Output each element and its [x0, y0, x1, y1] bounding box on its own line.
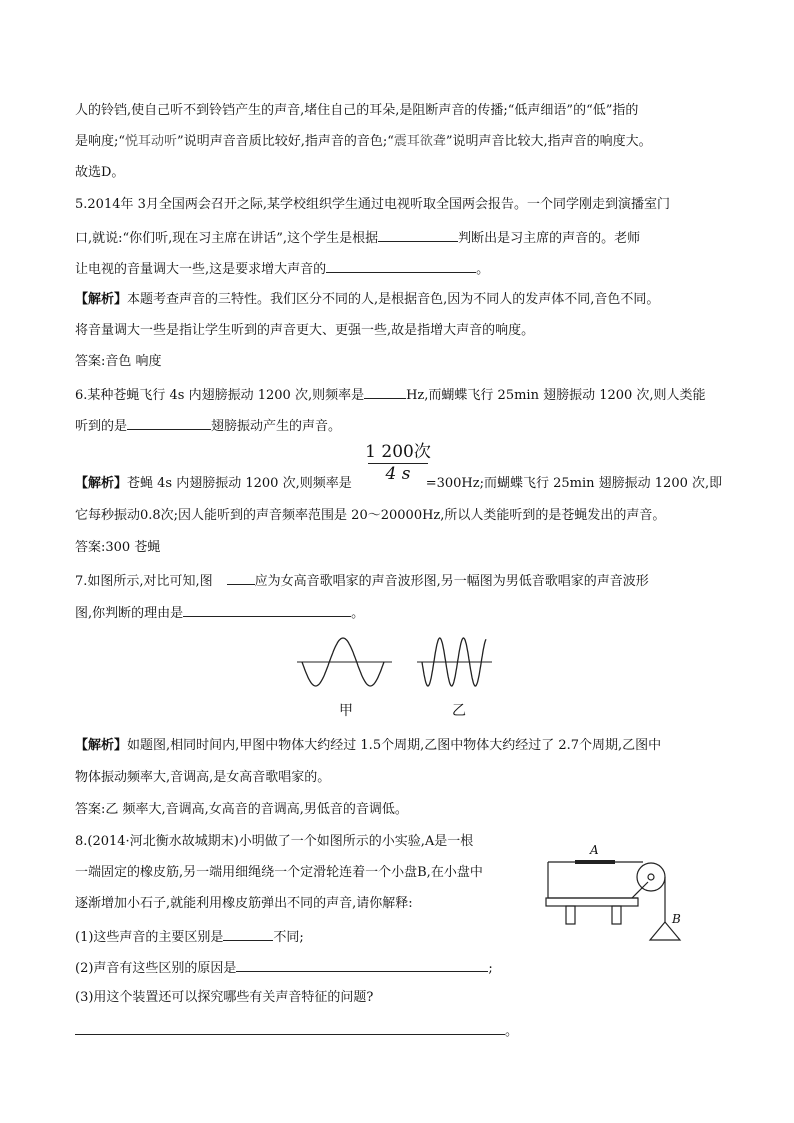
text: 逐渐增加小石子,就能利用橡皮筋弹出不同的声音,请你解释: — [75, 896, 413, 911]
text: 悦耳动听 — [125, 134, 178, 149]
text: 答案:音色 响度 — [75, 354, 162, 369]
answer-blank[interactable] — [378, 229, 458, 242]
text: (3)用这个装置还可以探究哪些有关声音特征的问题? — [75, 990, 374, 1005]
pulley — [637, 863, 665, 891]
text: 7.如图所示,对比可知,图 — [75, 574, 213, 589]
text-line — [75, 165, 124, 181]
waveform-yi — [417, 638, 492, 686]
text: 让电视的音量调大一些,这是要求增大声音的 — [75, 262, 327, 277]
answer-blank[interactable] — [183, 604, 351, 617]
text: 物体振动频率大,音调高,是女高音歌唱家的。 — [75, 770, 331, 785]
text: 8.(2014·河北衡水故城期末)小明做了一个如图所示的小实验,A是一根 — [75, 834, 474, 849]
text: 不同; — [273, 930, 304, 945]
text: ; — [488, 961, 493, 976]
question-6-line2 — [75, 417, 341, 435]
text: 听到的是 — [75, 419, 128, 434]
analysis-6 — [75, 476, 722, 492]
text: 口,就说:“你们听,现在习主席在讲话”,这个学生是根据 — [75, 231, 379, 246]
answer-5 — [75, 354, 162, 370]
table-leg — [612, 906, 621, 924]
question-8 — [75, 834, 473, 850]
answer-7 — [75, 802, 408, 818]
text: 答案:300 苍蝇 — [75, 540, 161, 555]
analysis-tag: 【解析】 — [75, 292, 128, 307]
question-8-1 — [75, 928, 304, 946]
waveform-jia — [297, 638, 392, 686]
text: 应为女高音歌唱家的声音波形图,另一幅图为男低音歌唱家的声音波形 — [254, 574, 649, 589]
text: 本题考查声音的三特性。我们区分不同的人,是根据音色,因为不同人的发声体不同,音色不同。 — [127, 292, 660, 307]
answer-blank[interactable] — [223, 928, 273, 941]
analysis-7-line2 — [75, 770, 330, 786]
box-frame — [548, 862, 638, 898]
analysis-5-line2 — [75, 323, 534, 339]
text: 答案:乙 频率大,音调高,女高音的音调高,男低音的音调低。 — [75, 802, 408, 817]
question-8-2 — [75, 959, 493, 977]
analysis-tag: 【解析】 — [75, 476, 128, 491]
fraction-numerator: 1 200次 — [365, 442, 431, 462]
text: 5.2014年 3月全国两会召开之际,某学校组织学生通过电视听取全国两会报告。一个同学刚走到演播室门 — [75, 197, 671, 212]
question-5-line2 — [75, 229, 640, 247]
text: 震耳欲聋 — [393, 134, 446, 149]
text: (2)声音有这些区别的原因是 — [75, 961, 237, 976]
answer-blank[interactable] — [227, 572, 255, 585]
text-line — [75, 134, 652, 150]
question-8-4 — [75, 1022, 518, 1040]
text: 如题图,相同时间内,甲图中物体大约经过 1.5个周期,乙图中物体大约经过了 2.7个周期,乙图中 — [127, 738, 662, 753]
label-B: B — [672, 912, 681, 926]
text: 将音量调大一些是指让学生听到的声音更大、更强一些,故是指增大声音的响度。 — [75, 323, 535, 338]
answer-blank[interactable] — [127, 417, 211, 430]
text-line — [75, 103, 638, 119]
text: 。 — [505, 1024, 519, 1039]
pulley-support — [632, 882, 648, 898]
analysis-6-line2 — [75, 508, 665, 524]
label-jia: 甲 — [339, 703, 353, 719]
text: (1)这些声音的主要区别是 — [75, 930, 224, 945]
answer-blank[interactable] — [326, 260, 476, 273]
analysis-5 — [75, 292, 659, 308]
answer-blank[interactable] — [75, 1022, 505, 1035]
question-6 — [75, 386, 706, 404]
rubber-band — [575, 860, 615, 864]
pulley-axle — [648, 874, 654, 880]
text: Hz,而蝴蝶飞行 25min 翅膀振动 1200 次,则人类能 — [406, 388, 706, 403]
question-8-3 — [75, 990, 373, 1006]
text: 。 — [351, 606, 365, 621]
table-leg — [566, 906, 575, 924]
label-yi: 乙 — [452, 703, 466, 719]
text: 一端固定的橡皮筋,另一端用细绳绕一个定滑轮连着一个小盘B,在小盘中 — [75, 865, 483, 880]
text: 图,你判断的理由是 — [75, 606, 184, 621]
text: 判断出是习主席的声音的。老师 — [458, 231, 641, 246]
question-7-line2 — [75, 604, 364, 622]
analysis-7 — [75, 738, 661, 754]
text: 苍蝇 4s 内翅膀振动 1200 次,则频率是 — [127, 476, 352, 491]
analysis-tag: 【解析】 — [75, 738, 128, 753]
fraction-denominator: 4 s — [385, 464, 411, 484]
answer-blank[interactable] — [364, 386, 406, 399]
text: 翅膀振动产生的声音。 — [211, 419, 342, 434]
question-7 — [75, 572, 649, 590]
text: 6.某种苍蝇飞行 4s 内翅膀振动 1200 次,则频率是 — [75, 388, 365, 403]
text: 人的铃铛,使自己听不到铃铛产生的声音,堵住自己的耳朵,是阻断声音的传播;“低声细语”的“低”指的 — [75, 103, 639, 118]
text: 故选D。 — [75, 165, 125, 180]
label-A: A — [590, 843, 599, 857]
table-top — [546, 898, 638, 906]
text: =300Hz;而蝴蝶飞行 25min 翅膀振动 1200 次,即 — [425, 476, 723, 491]
answer-blank[interactable] — [236, 959, 488, 972]
text: 是响度;“ — [75, 134, 126, 149]
text: ”说明声音比较大,指声音的响度大。 — [445, 134, 652, 149]
text: 它每秒振动0.8次;因人能听到的声音频率范围是 20～20000Hz,所以人类能听到的是苍蝇发出的声音。 — [75, 508, 666, 523]
question-8-line2 — [75, 865, 483, 881]
question-8-line3 — [75, 896, 413, 912]
text: 。 — [476, 262, 490, 277]
question-5 — [75, 197, 670, 213]
text: ”说明声音音质比较好,指声音的音色;“ — [177, 134, 394, 149]
answer-6 — [75, 540, 160, 556]
question-5-line3 — [75, 260, 489, 278]
